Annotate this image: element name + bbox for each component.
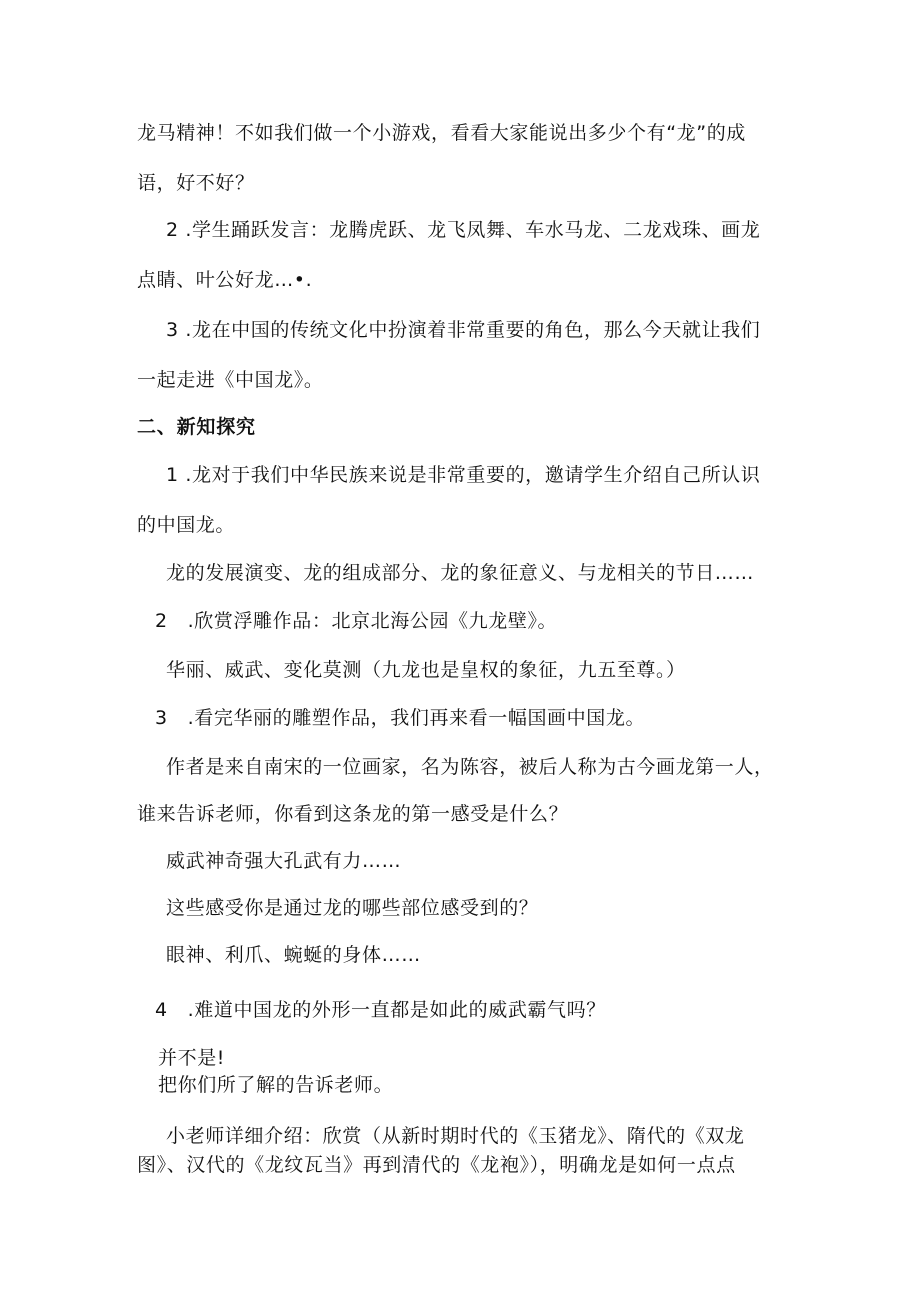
text-line: 谁来告诉老师，你看到这条龙的第一感受是什么？: [137, 803, 569, 825]
text-line: 的中国龙。: [137, 514, 236, 536]
numbered-item-2: 2 .学生踊跃发言：龙腾虎跃、龙飞凤舞、车水马龙、二龙戏珠、画龙: [166, 219, 761, 241]
text-line: 语，好不好？: [137, 172, 255, 194]
text-line: 威武神奇强大孔武有力……: [166, 850, 402, 872]
text-line: 小老师详细介绍：欣赏（从新时期时代的《玉猪龙》、隋代的《双龙: [166, 1125, 745, 1147]
numbered-item-3: 3 .龙在中国的传统文化中扮演着非常重要的角色，那么今天就让我们: [166, 319, 761, 341]
numbered-item-1: 1 .龙对于我们中华民族来说是非常重要的，邀请学生介绍自己所认识: [166, 464, 761, 486]
text-line: 龙马精神！不如我们做一个小游戏，看看大家能说出多少个有“龙”的成: [137, 122, 746, 144]
text-line: 华丽、威武、变化莫测（九龙也是皇权的象征，九五至尊。）: [166, 659, 686, 681]
text-line: 把你们所了解的告诉老师。: [158, 1074, 394, 1096]
text-line: 作者是来自南宋的一位画家，名为陈容，被后人称为古今画龙第一人，: [166, 756, 774, 778]
text-line: 并不是!: [158, 1047, 226, 1069]
text-line: 一起走进《中国龙》。: [137, 369, 324, 391]
text-line: 这些感受你是通过龙的哪些部位感受到的？: [166, 897, 539, 919]
numbered-item-4: 4 .难道中国龙的外形一直都是如此的威武霸气吗？: [155, 999, 606, 1021]
text-line: 眼神、利爪、蜿蜒的身体……: [166, 944, 421, 966]
text-line: 图》、汉代的《龙纹瓦当》再到清代的《龙袍》），明确龙是如何一点点: [137, 1154, 736, 1176]
text-line: 龙的发展演变、龙的组成部分、龙的象征意义、与龙相关的节日……: [166, 562, 755, 584]
section-heading: 二、新知探究: [137, 416, 256, 438]
text-line: 点睛、叶公好龙…•.: [137, 269, 313, 291]
numbered-item-2: 2 .欣赏浮雕作品：北京北海公园《九龙壁》。: [155, 610, 558, 632]
numbered-item-3: 3 .看完华丽的雕塑作品，我们再来看一幅国画中国龙。: [155, 707, 646, 729]
